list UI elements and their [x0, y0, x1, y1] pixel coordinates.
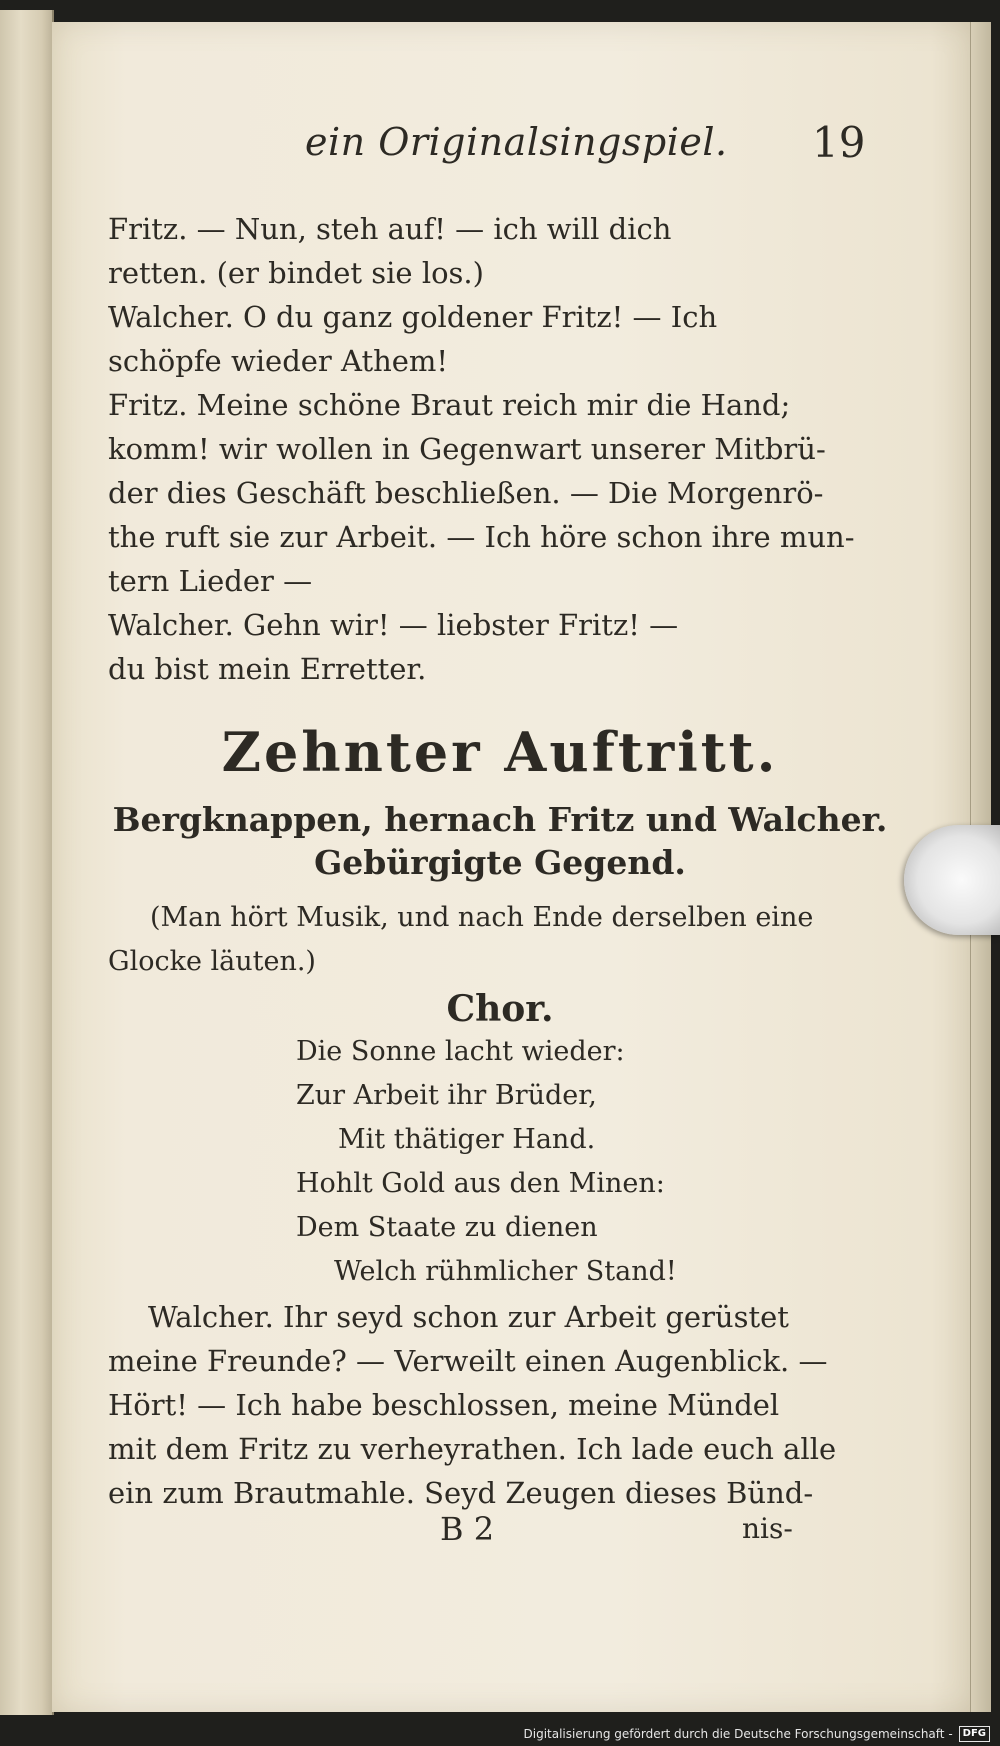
verse-line: Hohlt Gold aus den Minen: — [296, 1168, 665, 1199]
running-title: ein Originalsingspiel. — [305, 120, 728, 164]
text-line: meine Freunde? — Verweilt einen Augenblick. — — [108, 1344, 828, 1378]
verse-line: Mit thätiger Hand. — [338, 1124, 596, 1155]
text-line: komm! wir wollen in Gegenwart unserer Mitbrü- — [108, 432, 826, 466]
footer-credit-text: Digitalisierung gefördert durch die Deutsche Forschungsgemeinschaft - — [523, 1727, 953, 1741]
scene-title: Zehnter Auftritt. — [221, 720, 779, 784]
catchword: nis- — [742, 1512, 793, 1545]
stage-direction: Glocke läuten.) — [108, 946, 316, 977]
text-line: schöpfe wieder Athem! — [108, 344, 449, 378]
dfg-logo: DFG — [959, 1726, 990, 1742]
text-line: Fritz. — Nun, steh auf! — ich will dich — [108, 212, 672, 246]
scene-place: Gebürgigte Gegend. — [314, 843, 686, 882]
page-number: 19 — [812, 118, 866, 167]
text-line: Fritz. Meine schöne Braut reich mir die Hand; — [108, 388, 791, 422]
text-line: Walcher. O du ganz goldener Fritz! — Ich — [108, 300, 718, 334]
verse-line: Welch rühmlicher Stand! — [334, 1256, 677, 1287]
text-line: mit dem Fritz zu verheyrathen. Ich lade euch alle — [108, 1432, 837, 1466]
text-line: der dies Geschäft beschließen. — Die Morgenrö- — [108, 476, 824, 510]
text-line: Hört! — Ich habe beschlossen, meine Mündel — [108, 1388, 780, 1422]
verse-line: Die Sonne lacht wieder: — [296, 1036, 625, 1067]
text-line: tern Lieder — — [108, 564, 313, 598]
chorus-label: Chor. — [446, 988, 554, 1030]
stage-direction: (Man hört Musik, und nach Ende derselben eine — [150, 902, 814, 933]
signature-mark: B 2 — [440, 1510, 495, 1548]
text-line: Walcher. Ihr seyd schon zur Arbeit gerüstet — [148, 1300, 789, 1334]
footer-credit — [524, 1726, 991, 1742]
text-line: Walcher. Gehn wir! — liebster Fritz! — — [108, 608, 679, 642]
text-line: retten. (er bindet sie los.) — [108, 256, 484, 290]
text-line: the ruft sie zur Arbeit. — Ich höre schon ihre mun- — [108, 520, 855, 554]
text-line: du bist mein Erretter. — [108, 652, 427, 686]
verse-line: Dem Staate zu dienen — [296, 1212, 598, 1243]
text-line: ein zum Brautmahle. Seyd Zeugen dieses Bünd- — [108, 1476, 814, 1510]
scene-persons: Bergknappen, hernach Fritz und Walcher. — [112, 800, 888, 839]
verse-line: Zur Arbeit ihr Brüder, — [296, 1080, 597, 1111]
